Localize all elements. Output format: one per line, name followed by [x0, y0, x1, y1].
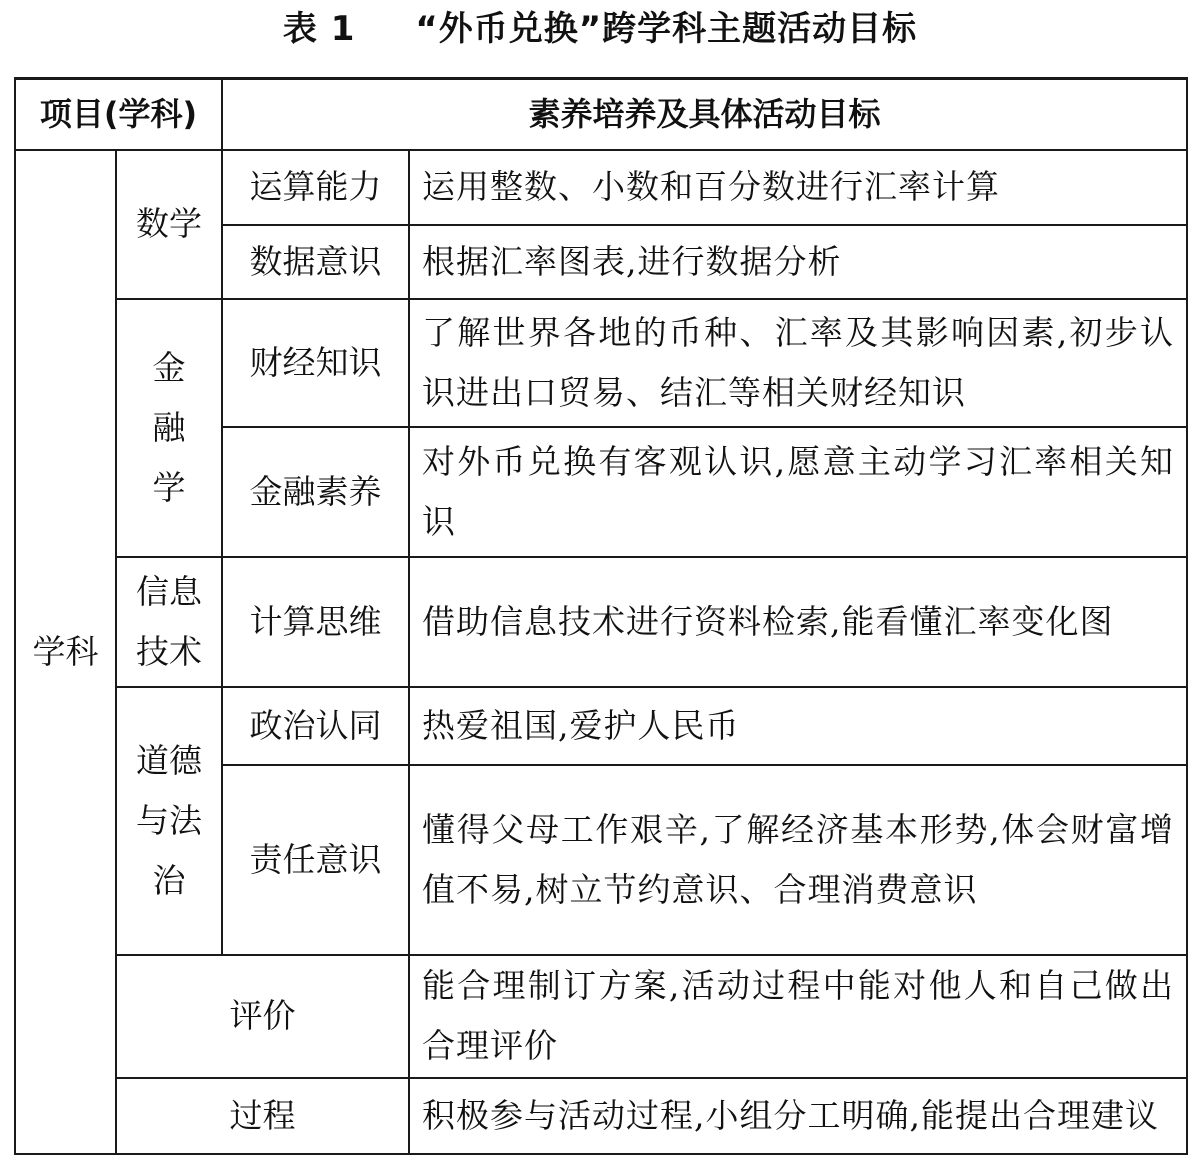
table-row [15, 150, 1187, 225]
process-label: 过程 [116, 1078, 409, 1154]
skill-cell: 金融素养 [222, 427, 409, 557]
subject-it-label: 信息技术 [136, 571, 202, 671]
skill-cell: 计算思维 [222, 557, 409, 687]
goal-desc-cell: 运用整数、小数和百分数进行汇率计算 [409, 150, 1187, 225]
goal-desc-cell: 根据汇率图表,进行数据分析 [409, 225, 1187, 299]
table-row [15, 557, 1187, 687]
skill-cell: 政治认同 [222, 687, 409, 765]
table-number: 表 1 [282, 9, 356, 49]
evaluation-label: 评价 [116, 955, 409, 1078]
evaluation-desc: 能合理制订方案,活动过程中能对他人和自己做出合理评价 [409, 955, 1187, 1078]
goal-desc-cell: 了解世界各地的币种、汇率及其影响因素,初步认识进出口贸易、结汇等相关财经知识 [409, 299, 1187, 427]
table-header-row [15, 79, 1187, 150]
subject-finance-label: 金融学 [152, 347, 186, 507]
table-row [15, 1078, 1187, 1154]
goal-desc-cell: 借助信息技术进行资料检索,能看懂汇率变化图 [409, 557, 1187, 687]
table-row [15, 299, 1187, 427]
skill-cell: 责任意识 [222, 765, 409, 955]
header-project-subject: 项目(学科) [15, 79, 222, 150]
subject-ethics [116, 687, 222, 955]
subject-ethics-label: 道德与法治 [136, 740, 202, 900]
subject-it [116, 557, 222, 687]
category-cell: 学科 [15, 150, 116, 1154]
table-caption [0, 0, 1200, 58]
skill-cell: 财经知识 [222, 299, 409, 427]
table-title: “外币兑换”跨学科主题活动目标 [415, 9, 918, 49]
activity-goals-table [14, 77, 1188, 1155]
table-row [15, 687, 1187, 765]
goal-desc-cell: 懂得父母工作艰辛,了解经济基本形势,体会财富增值不易,树立节约意识、合理消费意识 [409, 765, 1187, 955]
table-row [15, 955, 1187, 1078]
goal-desc-cell: 热爱祖国,爱护人民币 [409, 687, 1187, 765]
subject-finance [116, 299, 222, 557]
goal-desc-cell: 对外币兑换有客观认识,愿意主动学习汇率相关知识 [409, 427, 1187, 557]
skill-cell: 数据意识 [222, 225, 409, 299]
subject-math: 数学 [116, 150, 222, 299]
header-goals: 素养培养及具体活动目标 [222, 79, 1187, 150]
process-desc: 积极参与活动过程,小组分工明确,能提出合理建议 [409, 1078, 1187, 1154]
skill-cell: 运算能力 [222, 150, 409, 225]
